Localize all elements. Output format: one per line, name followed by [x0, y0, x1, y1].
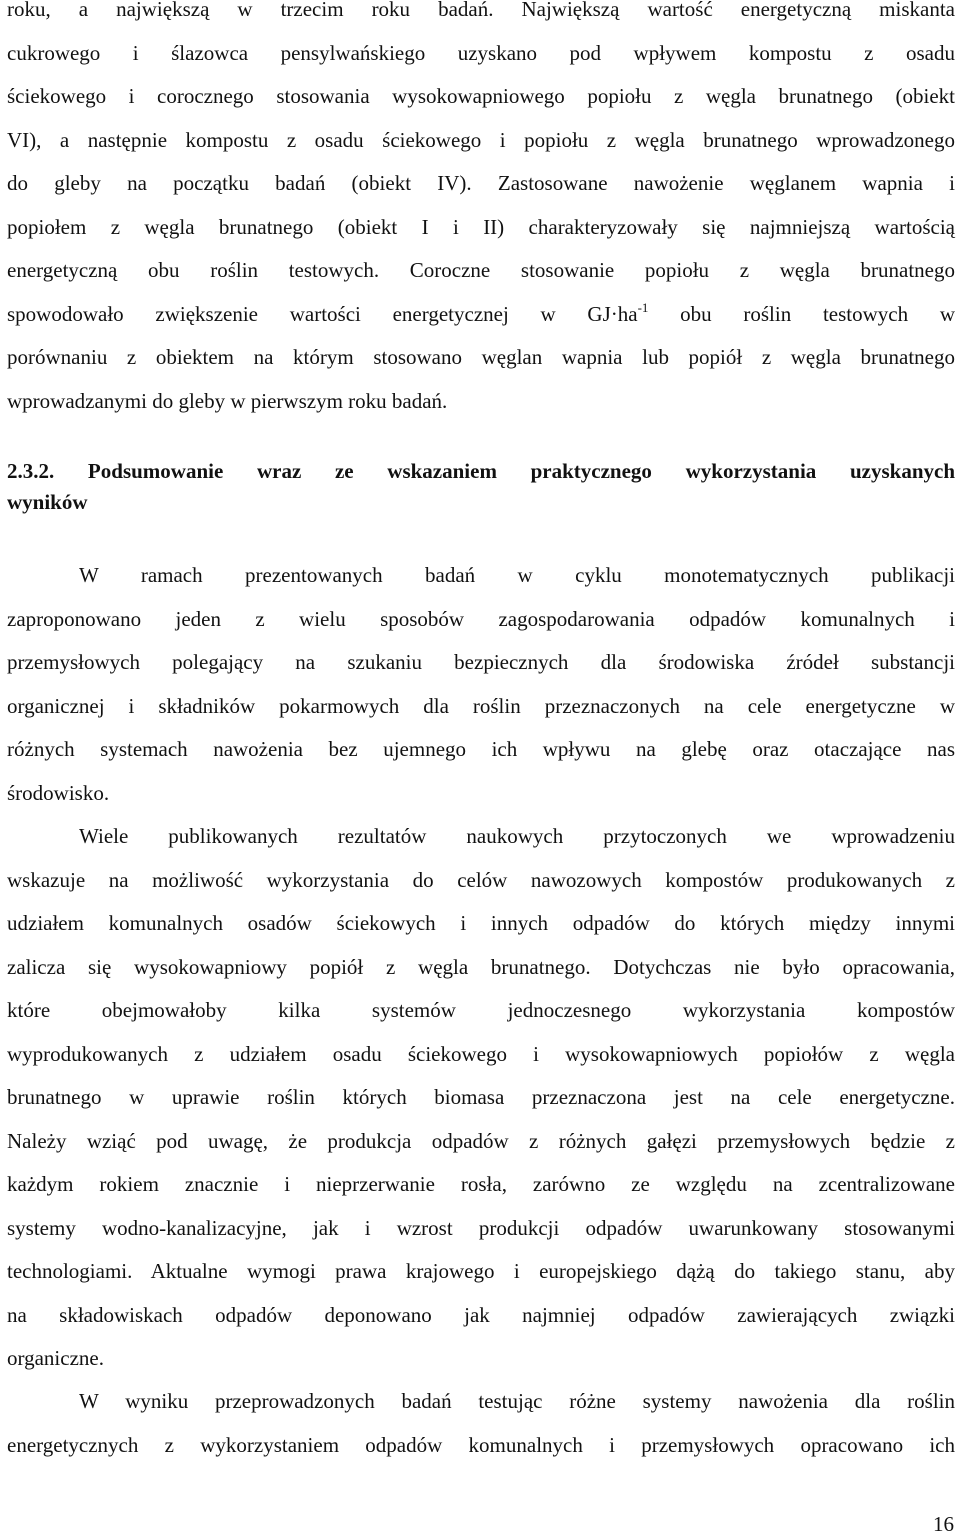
text-segment: spowodowało zwiększenie wartości energetycznej w GJ·ha	[7, 301, 638, 326]
text-line: Wiele publikowanych rezultatów naukowych przytoczonych we wprowadzeniu	[79, 824, 955, 848]
text-line: różnych systemach nawożenia bez ujemnego ich wpływu na glebę oraz otaczające nas	[7, 737, 955, 761]
text-segment: obu roślin testowych w	[648, 301, 956, 326]
text-line-with-superscript	[7, 293, 955, 337]
text-line: organicznej i składników pokarmowych dla roślin przeznaczonych na cele energetyczne w	[7, 693, 955, 718]
text-line: każdym rokiem znacznie i nieprzerwanie rosła, zarówno ze względu na zcentralizowane	[7, 1172, 955, 1196]
paragraph-conclusion	[7, 1380, 955, 1467]
paragraph-results	[7, 0, 955, 423]
page-number: 16	[933, 1512, 954, 1536]
text-line: organiczne.	[7, 1346, 104, 1370]
paragraph-literature	[7, 815, 955, 1381]
paragraph-summary	[7, 554, 955, 815]
text-line: przemysłowych polegający na szukaniu bezpiecznych dla środowiska źródeł substancji	[7, 650, 955, 674]
text-line: do gleby na początku badań (obiekt IV). Zastosowane nawożenie węglanem wapnia i	[7, 171, 955, 195]
text-line: cukrowego i ślazowca pensylwańskiego uzyskano pod wpływem kompostu z osadu	[7, 40, 955, 65]
heading-line: wyników	[7, 490, 88, 514]
text-line: zaproponowano jeden z wielu sposobów zagospodarowania odpadów komunalnych i	[7, 606, 955, 631]
text-line: zalicza się wysokowapniowy popiół z węgla brunatnego. Dotychczas nie było opracowania,	[7, 954, 955, 979]
text-line: które obejmowałoby kilka systemów jednoczesnego wykorzystania kompostów	[7, 998, 955, 1022]
text-line: porównaniu z obiektem na którym stosowano węglan wapnia lub popiół z węgla brunatnego	[7, 345, 955, 369]
text-line: wyprodukowanych z udziałem osadu ściekowego i wysokowapniowych popiołów z węgla	[7, 1041, 955, 1066]
text-line: energetycznych z wykorzystaniem odpadów komunalnych i przemysłowych opracowano ich	[7, 1432, 955, 1457]
section-heading	[7, 456, 955, 518]
text-line: systemy wodno-kanalizacyjne, jak i wzrost produkcji odpadów uwarunkowany stosowanymi	[7, 1215, 955, 1240]
text-line: W wyniku przeprowadzonych badań testując różne systemy nawożenia dla roślin	[79, 1389, 955, 1413]
heading-line: 2.3.2. Podsumowanie wraz ze wskazaniem praktycznego wykorzystania uzyskanych	[7, 459, 955, 483]
text-line: VI), a następnie kompostu z osadu ściekowego i popiołu z węgla brunatnego wprowadzonego	[7, 127, 955, 152]
text-line: wprowadzanymi do gleby w pierwszym roku badań.	[7, 388, 448, 413]
text-line: udziałem komunalnych osadów ściekowych i innych odpadów do których między innymi	[7, 911, 955, 935]
text-line: popiołem z węgla brunatnego (obiekt I i II) charakteryzowały się najmniejszą wartością	[7, 214, 955, 239]
text-line: technologiami. Aktualne wymogi prawa krajowego i europejskiego dążą do takiego stanu, aby	[7, 1259, 955, 1283]
text-line: środowisko.	[7, 780, 110, 805]
text-line: Należy wziąć pod uwagę, że produkcja odpadów z różnych gałęzi przemysłowych będzie z	[7, 1128, 955, 1153]
unit-exponent: -1	[637, 299, 649, 315]
text-line: ściekowego i corocznego stosowania wysokowapniowego popiołu z węgla brunatnego (obiekt	[7, 84, 955, 108]
text-line: W ramach prezentowanych badań w cyklu monotematycznych publikacji	[79, 563, 955, 587]
text-line: brunatnego w uprawie roślin których biomasa przeznaczona jest na cele energetyczne.	[7, 1085, 955, 1109]
text-line: roku, a największą w trzecim roku badań. Największą wartość energetyczną miskanta	[7, 0, 955, 21]
text-line: na składowiskach odpadów deponowano jak najmniej odpadów zawierających związki	[7, 1302, 955, 1327]
text-line: wskazuje na możliwość wykorzystania do celów nawozowych kompostów produkowanych z	[7, 867, 955, 892]
text-line: energetyczną obu roślin testowych. Coroczne stosowanie popiołu z węgla brunatnego	[7, 258, 955, 282]
